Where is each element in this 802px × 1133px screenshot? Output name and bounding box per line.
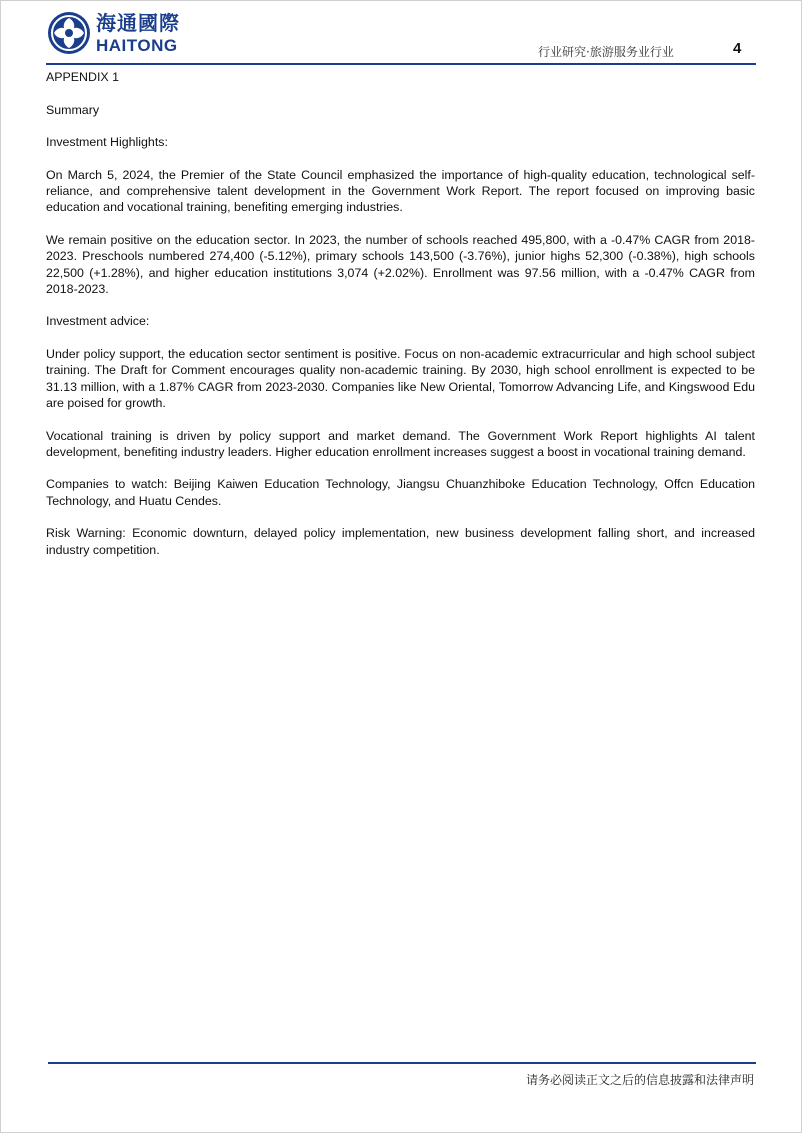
investment-highlights-heading: Investment Highlights:	[46, 135, 168, 150]
footer-divider	[48, 1062, 756, 1064]
investment-advice-heading: Investment advice:	[46, 314, 150, 329]
page-number: 4	[733, 40, 742, 57]
report-body	[46, 69, 755, 574]
appendix-heading: APPENDIX 1	[46, 70, 119, 84]
header-section-title: 行业研究·旅游服务业行业	[538, 45, 674, 59]
haitong-logo-icon	[46, 10, 92, 56]
header-divider	[46, 63, 756, 65]
page-header	[0, 0, 802, 70]
paragraph-education-sector: We remain positive on the education sector. In 2023, the number of schools reached 495,800, with a -0.47% CAGR from 2018-2023. Preschools numbered 274,400 (-5.12%), primary schools 143,500 (-3.76%), junior highs 52,300 (-0.38%), high schools 22,500 (+1.28%), and higher education institutions 3,074 (+2.02%). Enrollment was 97.56 million, with a -0.47% CAGR from 2018-2023.	[46, 232, 755, 296]
logo-chinese-text: 海通國際	[96, 11, 180, 35]
paragraph-government-work-report: On March 5, 2024, the Premier of the State Council emphasized the importance of high-quality education, technological self-reliance, and comprehensive talent development in the Government Work Report. The report focused on improving basic education and vocational training, benefiting emerging industries.	[46, 167, 755, 215]
summary-heading: Summary	[46, 102, 100, 117]
paragraph-risk-warning: Risk Warning: Economic downturn, delayed policy implementation, new business development falling short, and increased industry competition.	[46, 526, 755, 557]
paragraph-companies-to-watch: Companies to watch: Beijing Kaiwen Education Technology, Jiangsu Chuanzhiboke Education Technology, Offcn Education Technology, and Huatu Cendes.	[46, 477, 755, 508]
logo-english-text: HAITONG	[96, 36, 178, 55]
haitong-logo	[46, 10, 186, 58]
footer-disclaimer: 请务必阅读正文之后的信息披露和法律声明	[526, 1073, 755, 1087]
paragraph-vocational-training: Vocational training is driven by policy support and market demand. The Government Work Report highlights AI talent development, benefiting industry leaders. Higher education enrollment increases suggest a boost in vocational training demand.	[46, 428, 755, 459]
paragraph-policy-support: Under policy support, the education sector sentiment is positive. Focus on non-academic extracurricular and high school subject training. The Draft for Comment encourages quality non-academic training. By 2030, high school enrollment is expected to be 31.13 million, with a 1.87% CAGR from 2023-2030. Companies like New Oriental, Tomorrow Advancing Life, and Kingswood Edu are poised for growth.	[46, 347, 755, 410]
